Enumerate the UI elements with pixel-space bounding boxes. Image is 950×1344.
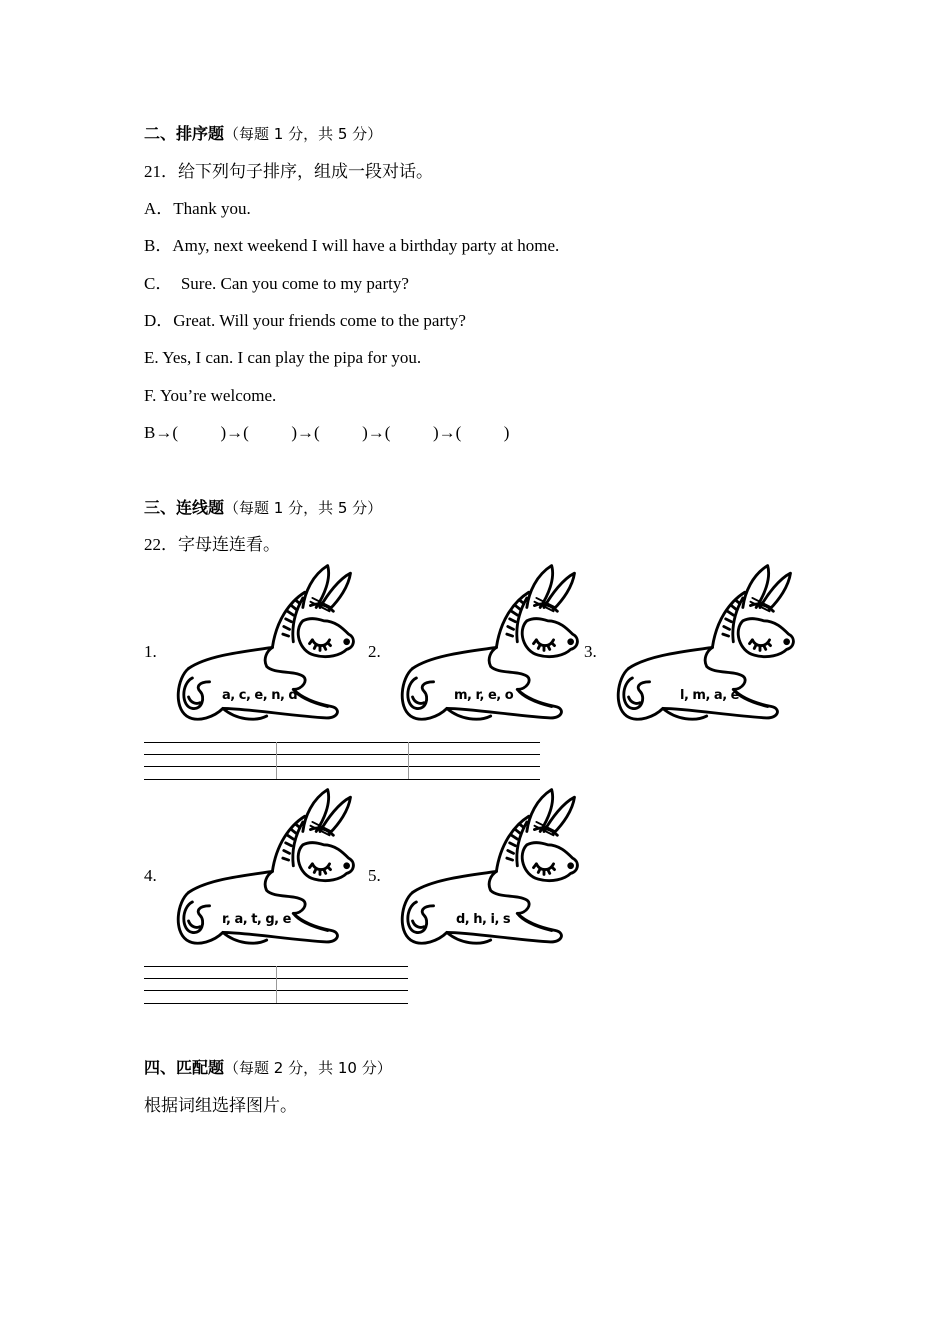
item-1-number: 1. <box>144 642 157 661</box>
option-a: A．Thank you. <box>144 199 251 218</box>
item-3-number: 3. <box>584 642 597 661</box>
item-2-number: 2. <box>368 642 381 661</box>
option-e: E. Yes, I can. I can play the pipa for you. <box>144 348 422 367</box>
item-2-letters: m, r, e, o <box>454 688 514 703</box>
item-3-letters: l, m, a, e <box>680 688 739 703</box>
option-f: F. You’re welcome. <box>144 386 277 405</box>
item-5-number: 5. <box>368 866 381 885</box>
answer-lines-row-1[interactable] <box>144 742 540 782</box>
item-4-letters: r, a, t, g, e <box>222 912 291 927</box>
section4-heading: 四、匹配题（每题 2 分，共 10 分） <box>144 1058 392 1077</box>
item-1-letters: a, c, e, n, d <box>222 688 298 703</box>
donkey-picture-3 <box>600 562 800 732</box>
option-d: D．Great. Will your friends come to the party? <box>144 311 466 330</box>
option-b: B．Amy, next weekend I will have a birthday party at home. <box>144 236 560 255</box>
answer-lines-row-2[interactable] <box>144 966 408 1006</box>
question-22: 22．字母连连看。 <box>144 535 280 554</box>
donkey-picture-4 <box>160 786 360 956</box>
item-5-letters: d, h, i, s <box>456 912 511 927</box>
question-21: 21．给下列句子排序，组成一段对话。 <box>144 162 433 181</box>
section3-heading: 三、连线题（每题 1 分，共 5 分） <box>144 498 383 517</box>
donkey-picture-5 <box>384 786 584 956</box>
answer-sequence[interactable]: B→( )→( )→( )→( )→( ) <box>144 423 510 442</box>
item-4-number: 4. <box>144 866 157 885</box>
section4-instruction: 根据词组选择图片。 <box>144 1096 297 1115</box>
option-c: C． Sure. Can you come to my party? <box>144 274 409 293</box>
section2-heading: 二、排序题（每题 1 分，共 5 分） <box>144 124 383 143</box>
donkey-picture-1 <box>160 562 360 732</box>
donkey-picture-2 <box>384 562 584 732</box>
